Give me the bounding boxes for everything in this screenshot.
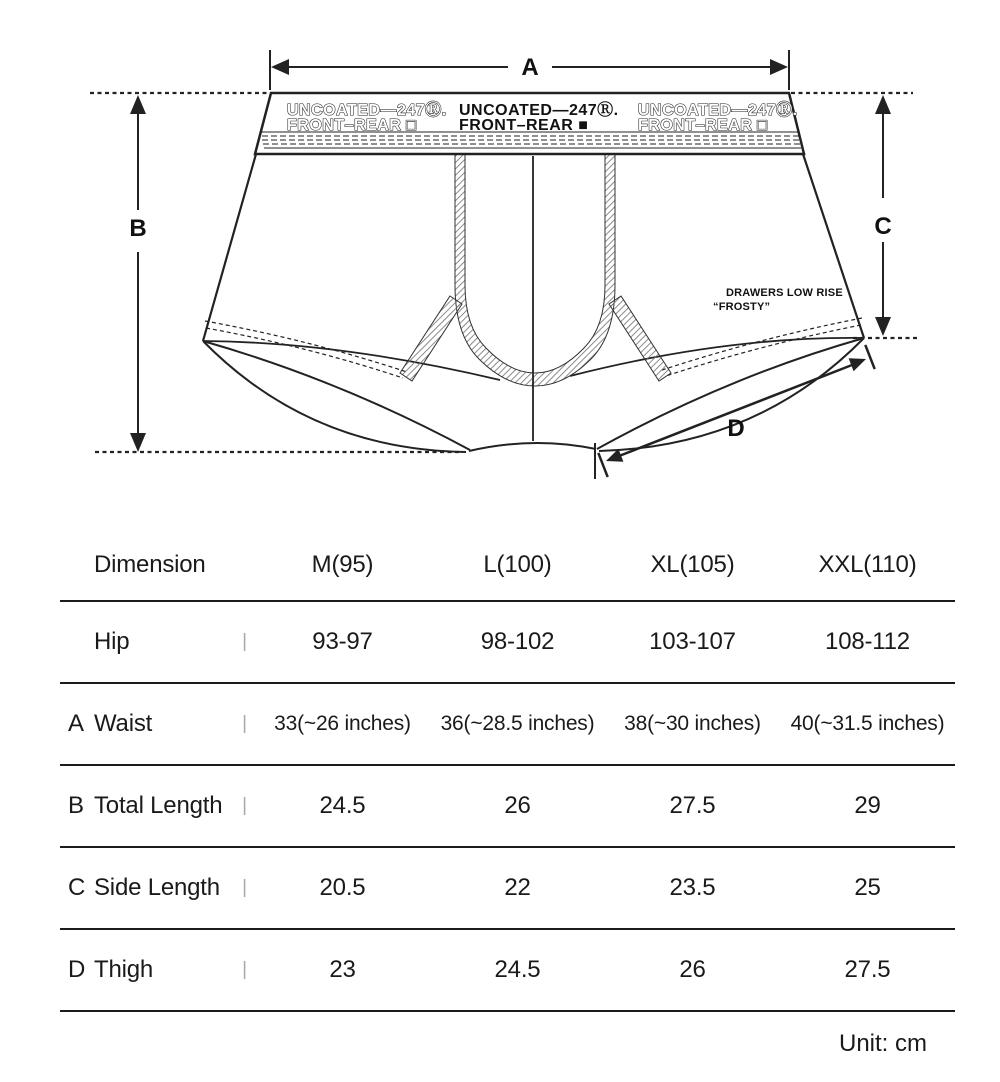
cell-value: 23.5 [669, 874, 716, 901]
cell-value: 24.5 [319, 792, 366, 819]
dimension-label-a: A [521, 54, 539, 81]
header-size-xl: XL(105) [650, 551, 735, 578]
row-label: Waist [94, 710, 153, 737]
waistband-text-right-line1: UNCOATED—247Ⓡ. [638, 102, 798, 119]
dimension-label-b: B [129, 215, 147, 242]
product-label-line2: “FROSTY” [713, 301, 771, 313]
row-label: Side Length [94, 874, 220, 901]
waistband-text-left-line2: FRONT–REAR □ [287, 117, 417, 134]
cell-value: 33(~26 inches) [274, 712, 411, 735]
row-letter: B [68, 792, 85, 819]
row-label: Hip [94, 628, 130, 655]
row-label: Total Length [94, 792, 223, 819]
size-table [60, 530, 955, 1012]
garment-fly [400, 154, 671, 441]
waistband-text-center-line1: UNCOATED—247Ⓡ. [459, 102, 619, 119]
cell-value: 26 [504, 792, 531, 819]
cell-value: 27.5 [844, 956, 891, 983]
row-letter: D [68, 956, 86, 983]
table-row-waist [60, 684, 955, 766]
product-label-line1: DRAWERS LOW RISE [726, 287, 843, 299]
cell-value: 38(~30 inches) [624, 712, 761, 735]
cell-value: 24.5 [494, 956, 541, 983]
header-size-m: M(95) [311, 551, 374, 578]
cell-value: 26 [679, 956, 706, 983]
row-label: Thigh [94, 956, 154, 983]
row-separator: | [242, 795, 247, 816]
cell-value: 25 [854, 874, 881, 901]
table-row-side-length [60, 848, 955, 930]
row-separator: | [242, 877, 247, 898]
row-separator: | [242, 631, 247, 652]
row-letter: A [68, 710, 85, 737]
row-separator: | [242, 959, 247, 980]
dimension-arrow-a [270, 50, 789, 90]
dimension-arrow-b [129, 95, 146, 452]
dimension-label-c: C [874, 213, 892, 240]
cell-value: 103-107 [649, 628, 736, 655]
waistband-text-center-line2: FRONT–REAR ■ [459, 117, 589, 134]
cell-value: 27.5 [669, 792, 716, 819]
cell-value: 22 [504, 874, 531, 901]
row-separator: | [242, 713, 247, 734]
table-row-thigh [60, 930, 955, 1012]
table-header-row [60, 530, 955, 602]
header-dimension: Dimension [94, 551, 206, 578]
header-size-xxl: XXL(110) [818, 551, 917, 578]
cell-value: 108-112 [825, 628, 910, 655]
cell-value: 98-102 [480, 628, 555, 655]
table-row-total-length [60, 766, 955, 848]
dimension-label-d: D [727, 415, 745, 442]
garment-waistband [255, 93, 804, 154]
unit-note: Unit: cm [838, 1030, 927, 1057]
waistband-text-right-line2: FRONT–REAR □ [638, 117, 768, 134]
product-label [713, 287, 843, 313]
cell-value: 93-97 [312, 628, 373, 655]
garment-technical-drawing [0, 0, 1000, 520]
dimension-arrow-d [598, 345, 874, 477]
row-letter: C [68, 874, 86, 901]
waistband-text-left-line1: UNCOATED—247Ⓡ. [287, 102, 447, 119]
table-row-hip [60, 602, 955, 684]
cell-value: 36(~28.5 inches) [440, 712, 595, 735]
cell-value: 20.5 [319, 874, 366, 901]
cell-value: 29 [854, 792, 881, 819]
cell-value: 40(~31.5 inches) [790, 712, 945, 735]
size-diagram [0, 0, 1000, 520]
cell-value: 23 [329, 956, 356, 983]
header-size-l: L(100) [483, 551, 552, 578]
dimension-arrow-c [874, 95, 891, 336]
